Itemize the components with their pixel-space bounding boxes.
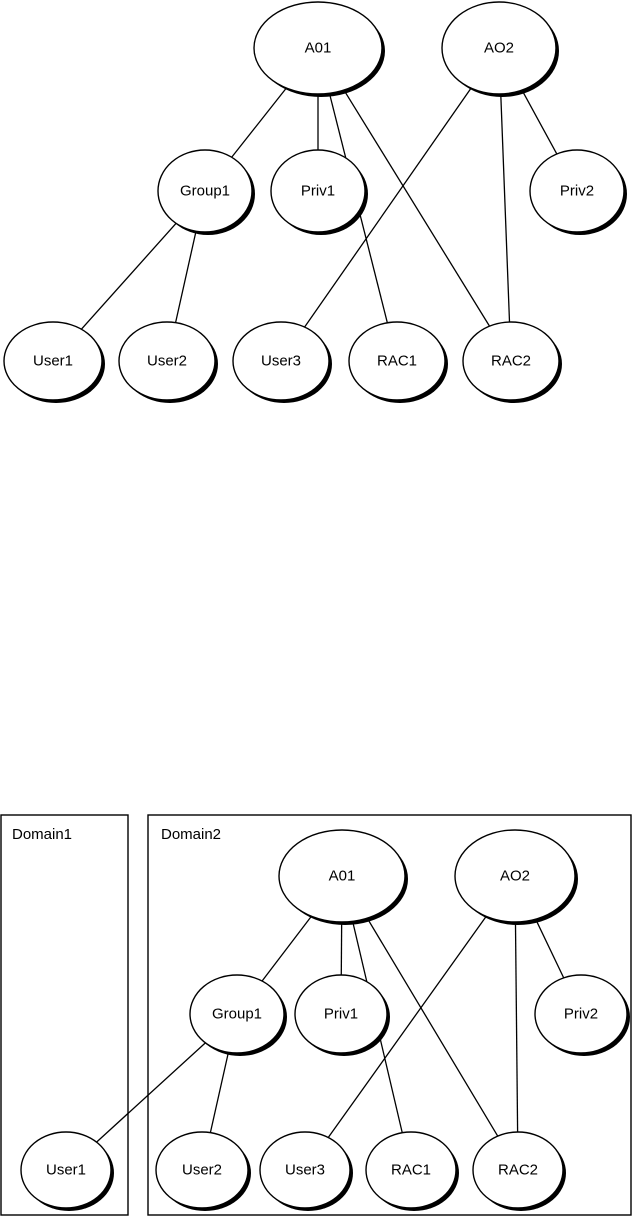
- bottom-node-user1: [21, 1132, 114, 1211]
- bottom-node-a01: [279, 830, 408, 925]
- bottom-node-a02-label: AO2: [499, 867, 531, 885]
- top-nodes: [4, 2, 627, 403]
- top-node-user3: [233, 322, 332, 403]
- bottom-node-rac2-label: RAC2: [497, 1161, 539, 1179]
- bottom-node-rac2: [473, 1132, 566, 1211]
- bottom-node-user2-label: User2: [181, 1161, 223, 1179]
- domain2-label: Domain2: [161, 826, 222, 843]
- top-node-priv1-label: Priv1: [300, 182, 336, 200]
- bottom-edge-a02-priv2: [536, 919, 564, 978]
- bottom-node-group1-label: Group1: [211, 1005, 263, 1023]
- bottom-node-user3: [260, 1132, 353, 1211]
- top-node-priv2-label: Priv2: [559, 182, 595, 200]
- bottom-node-priv1-label: Priv1: [323, 1005, 359, 1023]
- bottom-edge-a02-rac2: [515, 922, 517, 1132]
- top-node-a01-label: A01: [304, 39, 332, 57]
- bottom-node-rac1: [366, 1132, 459, 1211]
- bottom-node-user3-label: User3: [284, 1161, 326, 1179]
- top-node-group1-label: Group1: [179, 182, 231, 200]
- top-node-user2: [119, 322, 218, 403]
- top-node-a02-label: AO2: [483, 39, 515, 57]
- bottom-node-user2: [156, 1132, 251, 1211]
- bottom-node-priv2: [535, 975, 630, 1056]
- bottom-node-rac1-label: RAC1: [390, 1161, 432, 1179]
- top-node-user3-label: User3: [260, 352, 302, 370]
- top-node-priv1: [271, 150, 368, 235]
- bottom-edge-a01-group1: [262, 916, 311, 981]
- bottom-node-priv1: [295, 975, 390, 1056]
- top-edge-group1-user2: [176, 231, 196, 322]
- bottom-edge-group1-user2: [210, 1052, 228, 1132]
- top-node-user1: [4, 322, 105, 403]
- top-node-rac2-label: RAC2: [490, 352, 532, 370]
- top-node-rac1-label: RAC1: [376, 352, 418, 370]
- bottom-edge-group1-user1: [97, 1043, 206, 1142]
- top-node-rac2: [463, 322, 562, 403]
- top-edge-a02-rac2: [501, 94, 510, 322]
- top-edge-group1-user1: [81, 223, 176, 329]
- top-edge-a02-priv2: [522, 90, 557, 154]
- bottom-nodes: [21, 830, 630, 1211]
- top-edge-a01-group1: [232, 88, 287, 157]
- top-node-priv2: [530, 150, 627, 235]
- top-node-user2-label: User2: [146, 352, 188, 370]
- top-node-group1: [158, 150, 255, 235]
- top-node-a02: [442, 2, 559, 97]
- bottom-node-priv2-label: Priv2: [563, 1005, 599, 1023]
- bottom-node-a02: [455, 830, 578, 925]
- bottom-node-user1-label: User1: [45, 1161, 87, 1179]
- domain1-label: Domain1: [12, 826, 73, 843]
- top-node-user1-label: User1: [32, 352, 74, 370]
- top-node-rac1: [349, 322, 448, 403]
- top-edge-a01-rac2: [344, 90, 490, 326]
- bottom-node-a01-label: A01: [328, 867, 356, 885]
- top-node-a01: [254, 2, 385, 97]
